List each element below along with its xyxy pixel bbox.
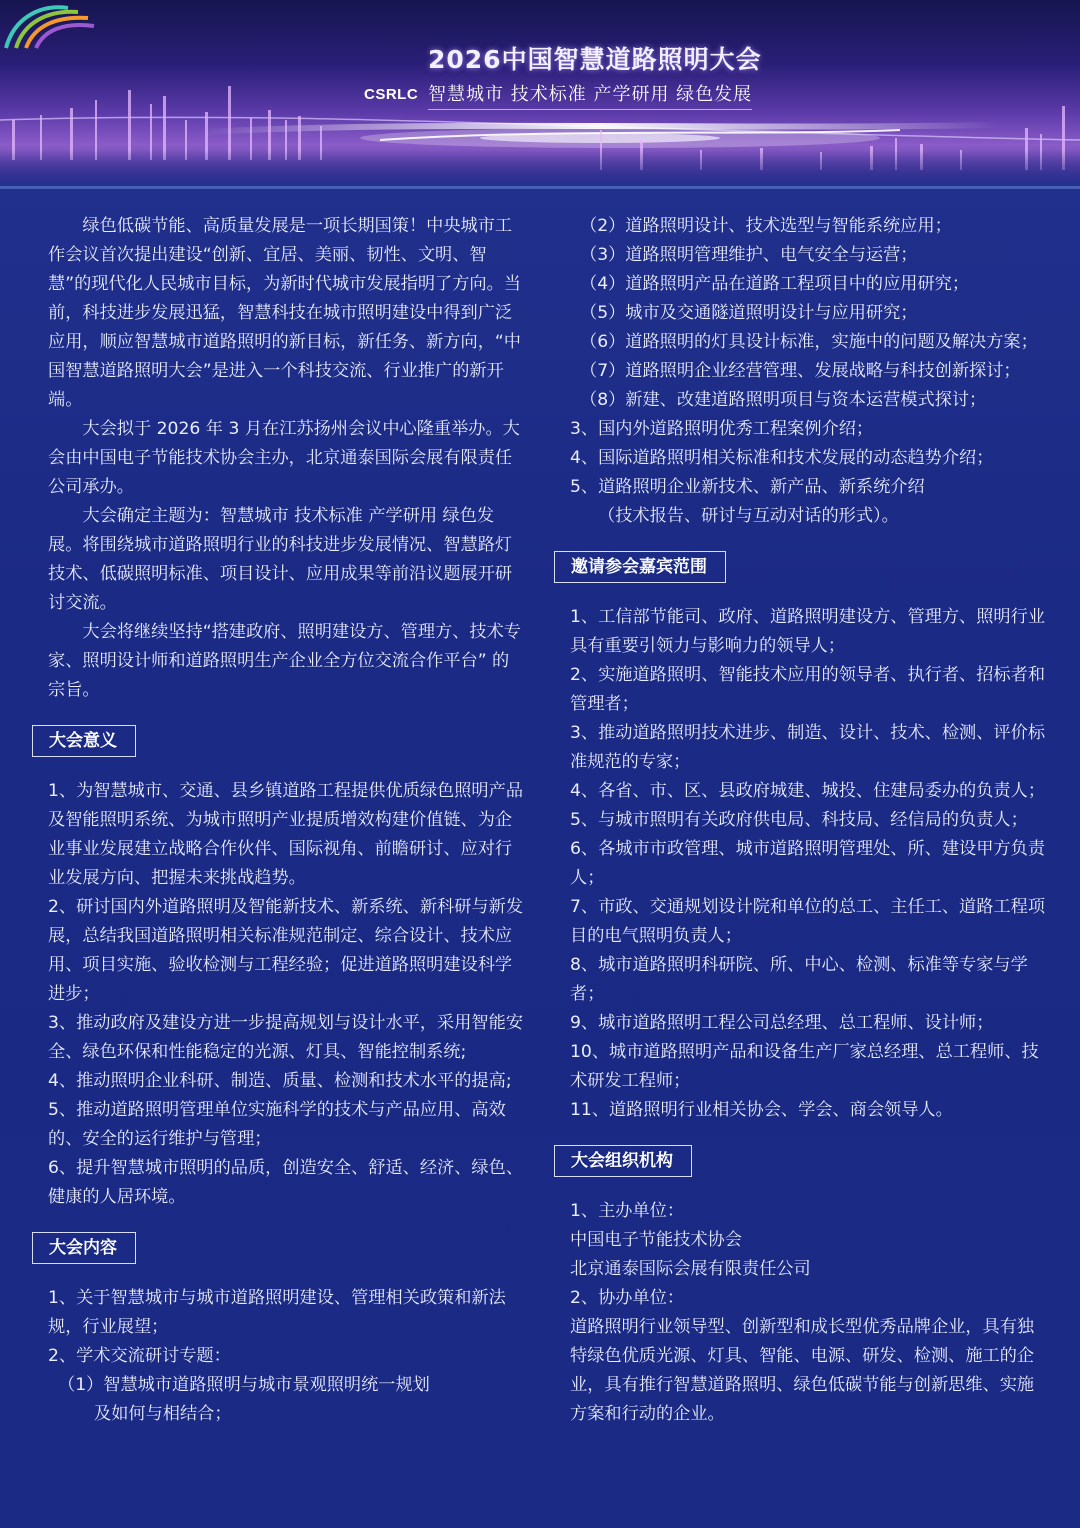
list-item: 1、工信部节能司、政府、道路照明建设方、管理方、照明行业具有重要引领力与影响力的领导人； <box>570 607 1046 656</box>
intro-paragraph: 大会拟于 2026 年 3 月在江苏扬州会议中心隆重举办。大会由中国电子节能技术协会主办，北京通泰国际会展有限责任公司承办。 <box>48 419 520 497</box>
section-heading-content: 大会内容 <box>32 1232 136 1264</box>
list-item: 8、城市道路照明科研院、所、中心、检测、标准等专家与学者； <box>570 955 1028 1004</box>
sub-topic: （7）道路照明企业经营管理、发展战略与科技创新探讨； <box>580 361 1021 381</box>
topic-note: （技术报告、研讨与互动对话的形式）。 <box>598 506 899 526</box>
header-banner <box>0 0 1080 186</box>
list-item: 9、城市道路照明工程公司总经理、总工程师、设计师； <box>570 1013 994 1033</box>
list-item: 2、实施道路照明、智能技术应用的领导者、执行者、招标者和管理者； <box>570 665 1046 714</box>
list-item: 4、各省、市、区、县政府城建、城投、住建局委办的负责人； <box>570 781 1046 801</box>
left-column <box>48 212 526 1429</box>
list-item: 4、国际道路照明相关标准和技术发展的动态趋势介绍； <box>570 448 994 468</box>
list-item: 10、城市道路照明产品和设备生产厂家总经理、总工程师、技术研发工程师； <box>570 1042 1039 1091</box>
co-organizer-label: 2、协办单位： <box>570 1288 685 1308</box>
logo-text: CSRLC <box>364 86 419 103</box>
csrlc-logo <box>0 0 100 60</box>
list-item: 1、为智慧城市、交通、县乡镇道路工程提供优质绿色照明产品及智能照明系统、为城市照明产业提质增效构建价值链、为企业事业发展建立战略合作伙伴、国际视角、前瞻研讨、应对行业发展方向、把握未来挑战趋势。 <box>48 781 524 888</box>
sub-topic: （3）道路照明管理维护、电气安全与运营； <box>580 245 918 265</box>
section-heading-guests: 邀请参会嘉宾范围 <box>554 551 726 583</box>
list-item: 5、道路照明企业新技术、新产品、新系统介绍 <box>570 477 925 497</box>
list-item: 3、国内外道路照明优秀工程案例介绍； <box>570 419 874 439</box>
sub-topic: （1）智慧城市道路照明与城市景观照明统一规划 <box>58 1375 430 1395</box>
right-column <box>570 212 1048 1429</box>
list-item: 5、与城市照明有关政府供电局、科技局、经信局的负责人； <box>570 810 1028 830</box>
list-item: 4、推动照明企业科研、制造、质量、检测和技术水平的提高; <box>48 1071 512 1091</box>
sub-topic: （4）道路照明产品在道路工程项目中的应用研究； <box>580 274 970 294</box>
sub-topic: （2）道路照明设计、技术选型与智能系统应用； <box>580 216 952 236</box>
list-item: 2、学术交流研讨专题： <box>48 1346 231 1366</box>
sub-topic: （5）城市及交通隧道照明设计与应用研究； <box>580 303 918 323</box>
list-item: 7、市政、交通规划设计院和单位的总工、主任工、道路工程项目的电气照明负责人； <box>570 897 1046 946</box>
header-divider <box>0 186 1080 189</box>
list-item: 3、推动道路照明技术进步、制造、设计、技术、检测、评价标准规范的专家； <box>570 723 1046 772</box>
list-item: 6、提升智慧城市照明的品质，创造安全、舒适、经济、绿色、健康的人居环境。 <box>48 1158 524 1207</box>
conference-slogan: 智慧城市 技术标准 产学研用 绿色发展 <box>428 80 752 110</box>
host-name: 北京通泰国际会展有限责任公司 <box>570 1259 811 1279</box>
list-item: 5、推动道路照明管理单位实施科学的技术与产品应用、高效的、安全的运行维护与管理； <box>48 1100 506 1149</box>
sub-topic: （6）道路照明的灯具设计标准，实施中的问题及解决方案； <box>580 332 1038 352</box>
intro-paragraph: 绿色低碳节能、高质量发展是一项长期国策！中央城市工作会议首次提出建设“创新、宜居、美丽、韧性、文明、智慧”的现代化人民城市目标，为新时代城市发展指明了方向。当前，科技进步发展迅猛，智慧科技在城市照明建设中得到广泛应用，顺应智慧城市道路照明的新目标，新任务、新方向，“中国智慧道路照明大会”是进入一个科技交流、行业推广的新开端。 <box>48 216 521 410</box>
host-label: 1、主办单位： <box>570 1201 685 1221</box>
section-heading-organization: 大会组织机构 <box>554 1145 692 1177</box>
list-item: 2、研讨国内外道路照明及智能新技术、新系统、新科研与新发展，总结我国道路照明相关标准规范制定、综合设计、技术应用、项目实施、验收检测与工程经验；促进道路照明建设科学进步； <box>48 897 524 1004</box>
section-heading-significance: 大会意义 <box>32 725 136 757</box>
sub-topic-continuation: 及如何与相结合； <box>94 1404 232 1424</box>
conference-title: 2026中国智慧道路照明大会 <box>428 45 762 74</box>
intro-paragraph: 大会将继续坚持“搭建政府、照明建设方、管理方、技术专家、照明设计师和道路照明生产企业全方位交流合作平台” 的宗旨。 <box>48 622 521 700</box>
list-item: 11、道路照明行业相关协会、学会、商会领导人。 <box>570 1100 953 1120</box>
intro-paragraph: 大会确定主题为：智慧城市 技术标准 产学研用 绿色发展。将围绕城市道路照明行业的科技进步发展情况、智慧路灯技术、低碳照明标准、项目设计、应用成果等前沿议题展开研讨交流。 <box>48 506 513 613</box>
sub-topic: （8）新建、改建道路照明项目与资本运营模式探讨； <box>580 390 987 410</box>
co-organizer-text: 道路照明行业领导型、创新型和成长型优秀品牌企业，具有独特绿色优质光源、灯具、智能、电源、研发、检测、施工的企业，具有推行智慧道路照明、绿色低碳节能与创新思维、实施方案和行动的企业。 <box>570 1317 1035 1424</box>
list-item: 6、各城市市政管理、城市道路照明管理处、所、建设甲方负责人； <box>570 839 1046 888</box>
list-item: 1、关于智慧城市与城市道路照明建设、管理相关政策和新法规，行业展望； <box>48 1288 506 1337</box>
host-name: 中国电子节能技术协会 <box>570 1230 742 1250</box>
list-item: 3、推动政府及建设方进一步提高规划与设计水平，采用智能安全、绿色环保和性能稳定的光源、灯具、智能控制系统; <box>48 1013 524 1062</box>
